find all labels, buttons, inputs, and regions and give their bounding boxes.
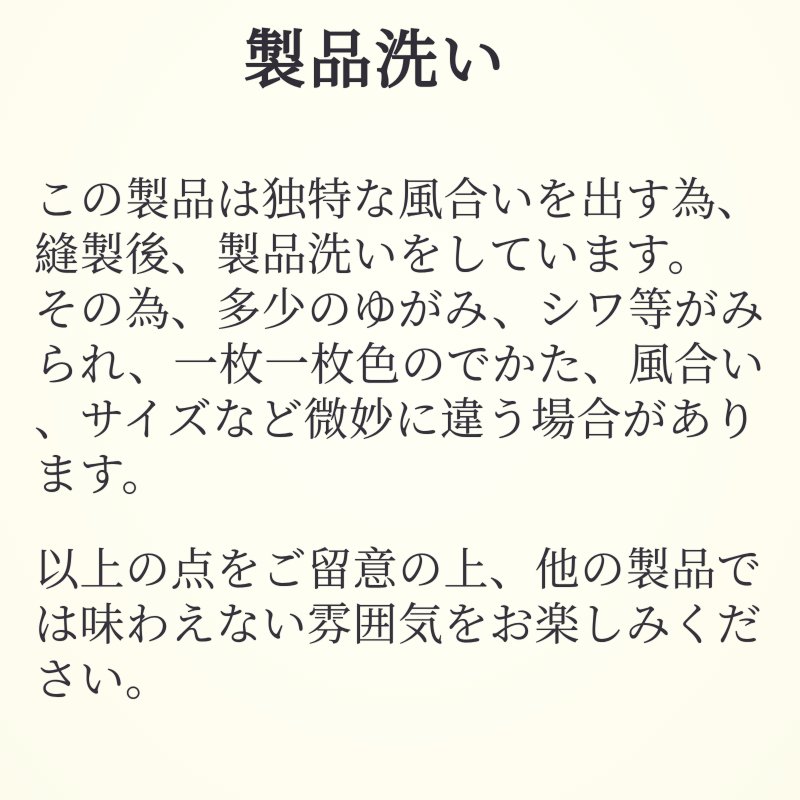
- paragraph-product-wash: [34, 172, 779, 502]
- text-line: 、サイズなど微妙に違う場合があり: [34, 393, 759, 446]
- text-line: 以上の点をご留意の上、他の製品で: [34, 543, 763, 596]
- text-line: その為、多少のゆがみ、シワ等がみ: [34, 283, 765, 336]
- text-line: ます。: [34, 448, 167, 501]
- text-line: られ、一枚一枚色のでかた、風合い: [34, 338, 765, 391]
- text-line: さい。: [34, 653, 171, 706]
- text-line: この製品は独特な風合いを出す為、: [34, 173, 763, 226]
- page-title: 製品洗い: [243, 24, 507, 97]
- paragraph-enjoy-note: [34, 542, 779, 707]
- text-line: は味わえない雰囲気をお楽しみくだ: [34, 598, 763, 651]
- text-line: 縫製後、製品洗いをしています。: [34, 228, 713, 281]
- notice-body: [34, 172, 779, 707]
